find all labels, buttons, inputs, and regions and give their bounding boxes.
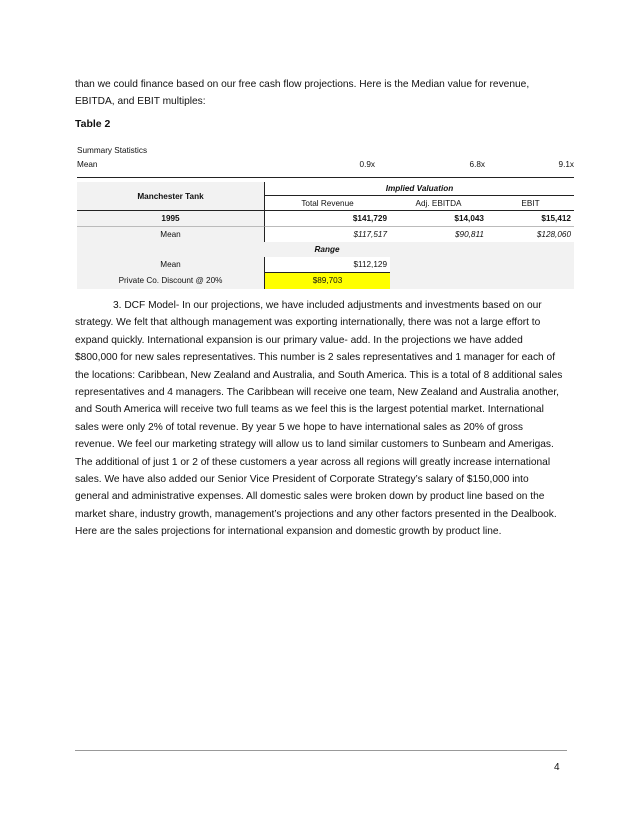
summary-label: Summary Statistics — [77, 146, 148, 155]
column-adj-ebitda: Adj. EBITDA — [390, 196, 487, 211]
summary-ebit-multiple: 9.1x — [558, 160, 574, 169]
summary-revenue-multiple: 0.9x — [359, 160, 375, 169]
row-mean-ebitda: $90,811 — [455, 230, 484, 239]
row-mean-label: Mean — [77, 227, 264, 242]
implied-valuation-header: Implied Valuation — [264, 182, 574, 196]
footer-divider — [75, 750, 567, 751]
intro-paragraph: than we could finance based on our free cash flow projections. Here is the Median value for revenue, EBITDA, and EBIT multiples: — [75, 79, 530, 108]
discount-value: $89,703 — [264, 273, 390, 289]
summary-divider — [77, 177, 574, 178]
discount-label: Private Co. Discount @ 20% — [77, 273, 264, 289]
summary-mean-label: Mean — [77, 160, 98, 169]
summary-ebitda-multiple: 6.8x — [469, 160, 485, 169]
row-mean-ebit: $128,060 — [536, 230, 571, 239]
row-1995-label: 1995 — [77, 211, 264, 227]
summary-mean-row — [77, 160, 574, 173]
row-1995-ebit: $15,412 — [487, 211, 574, 227]
table-title: Table 2 — [75, 118, 111, 130]
company-header: Manchester Tank — [77, 182, 264, 211]
column-total-revenue: Total Revenue — [264, 196, 390, 211]
row-1995-revenue: $141,729 — [264, 211, 390, 227]
dcf-model-paragraph: 3. DCF Model- In our projections, we have included adjustments and investments based on our strategy. We felt that although management was exporting internationally, there was not a large effort to expand quickly. International expansion is our primary value- add. In the projections we have added $800,000 for new sales representatives. This number is 2 sales representatives and 1 manager for each of the locations: Caribbean, New Zealand and Australia, and South America. This is a total of 8 additional sales representatives and 4 managers. The Caribbean will receive one team, New Zealand and Australia another, and South America will receive two full teams as we feel this is the largest potential market. International sales were only 2% of total revenue. By year 5 we hope to have international sales as 20% of gross revenue. We feel our marketing strategy will allow us to land similar customers to Sunbeam and Amerigas. The additional of just 1 or 2 of these customers a year across all regions will greatly increase international sales. We have also added our Senior Vice President of Corporate Strategy’s salary of $150,000 into general and administrative expenses. All domestic sales were broken down by product line based on the market share, industry growth, management’s projections and any other factors presented in the Dealbook. Here are the sales projections for international expansion and domestic growth by product line. — [75, 300, 563, 538]
row-mean-revenue: $117,517 — [264, 227, 390, 242]
range-mean-value: $112,129 — [264, 257, 390, 273]
row-1995-ebitda: $14,043 — [390, 211, 487, 227]
range-mean-label: Mean — [77, 257, 264, 273]
page-number: 4 — [554, 762, 560, 773]
range-filler — [390, 257, 574, 289]
range-label: Range — [314, 245, 340, 254]
column-ebit: EBIT — [487, 196, 574, 211]
